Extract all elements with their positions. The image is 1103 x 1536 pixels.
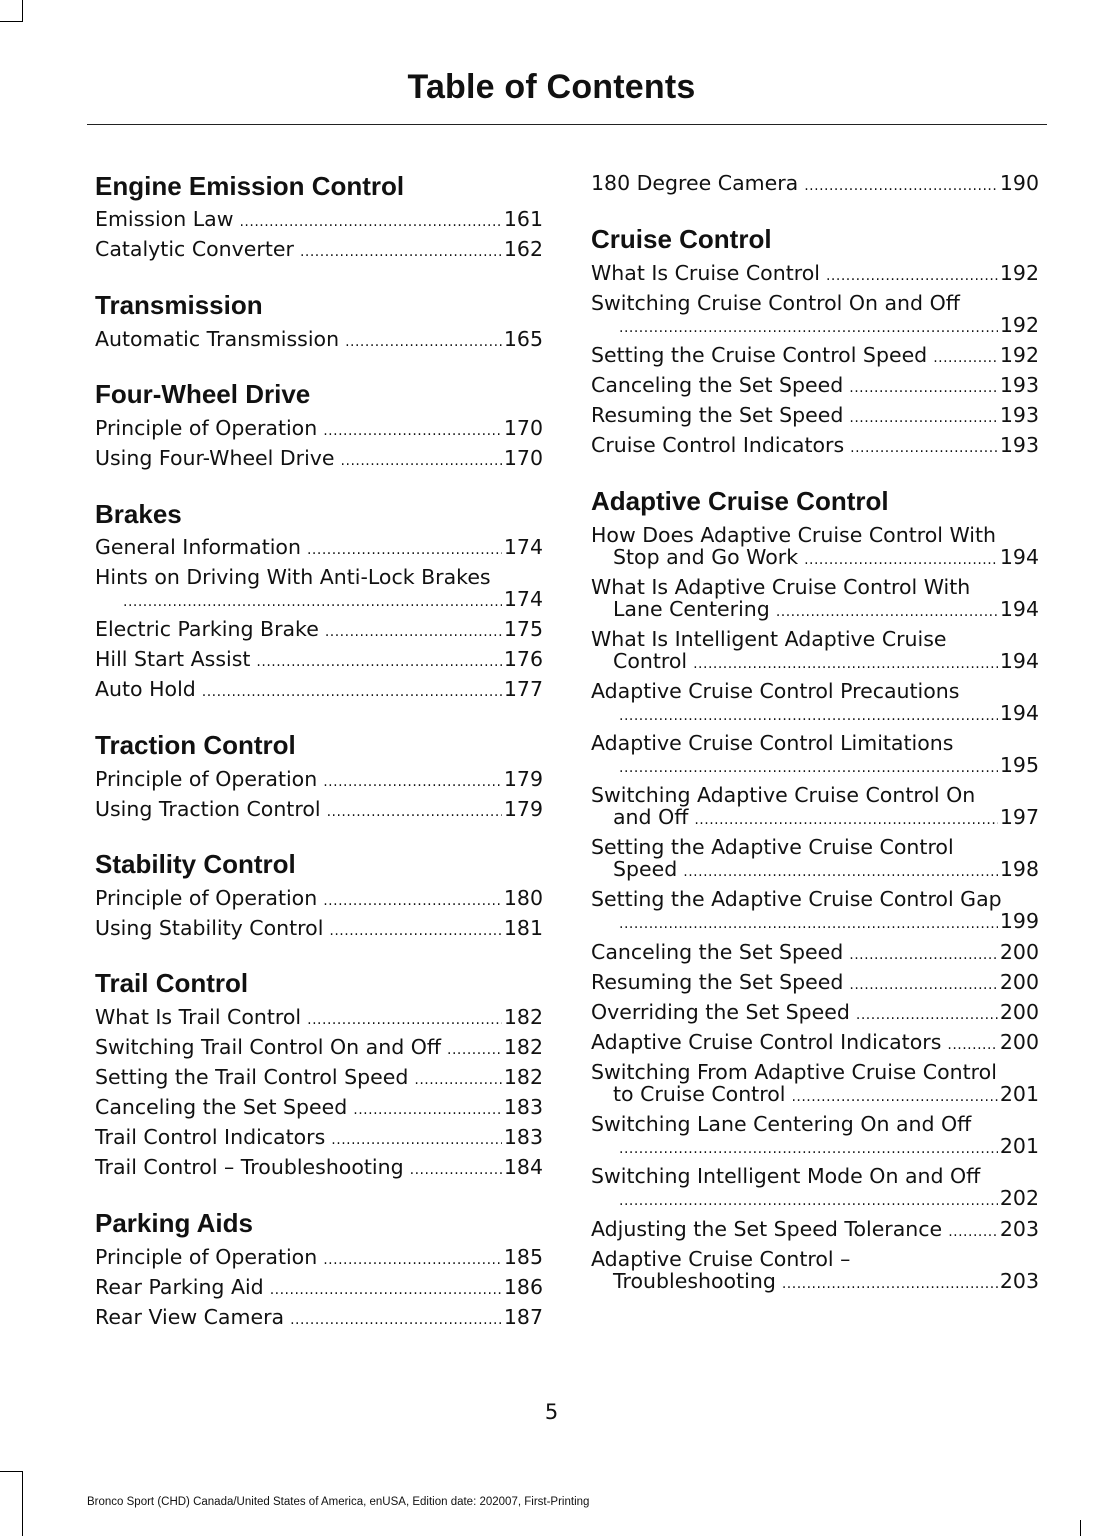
crop-mark [0,21,22,22]
crop-mark [22,1471,23,1536]
section-title-transmission: Transmission [95,290,263,320]
toc-entry[interactable]: Canceling the Set Speed ..... 200 [591,941,1039,966]
toc-entry[interactable]: Switching Cruise Control On and Off ..... 192 [591,292,1039,339]
toc-entry[interactable]: 180 Degree Camera ..... 190 [591,172,1039,197]
toc-entry[interactable]: Adaptive Cruise Control Indicators ..... 200 [591,1031,1039,1056]
section-title-stability-control: Stability Control [95,849,296,879]
toc-entry[interactable]: Adaptive Cruise Control Precautions ..... 194 [591,680,1039,727]
section-title-traction-control: Traction Control [95,730,296,760]
toc-entry[interactable]: Catalytic Converter ..... 162 [95,238,543,263]
toc-entry[interactable]: Setting the Adaptive Cruise Control Speed ..... 198 [591,836,1039,883]
toc-entry[interactable]: How Does Adaptive Cruise Control With Stop and Go Work ..... 194 [591,524,1039,571]
toc-entry[interactable]: Using Traction Control ..... 179 [95,798,543,823]
toc-entry[interactable]: Using Stability Control ..... 181 [95,917,543,942]
section-title-engine-emission: Engine Emission Control [95,171,405,201]
toc-entry[interactable]: Automatic Transmission ..... 165 [95,328,543,353]
toc-entry[interactable]: Principle of Operation ..... 179 [95,768,543,793]
toc-entry[interactable]: Resuming the Set Speed ..... 200 [591,971,1039,996]
toc-entry[interactable]: What Is Trail Control ..... 182 [95,1006,543,1031]
toc-entry[interactable]: Canceling the Set Speed ..... 183 [95,1096,543,1121]
toc-entry[interactable]: Trail Control – Troubleshooting ..... 184 [95,1156,543,1181]
crop-mark [1080,1520,1081,1536]
toc-entry[interactable]: Principle of Operation ..... 185 [95,1246,543,1271]
toc-entry[interactable]: Adaptive Cruise Control Limitations ..... 195 [591,732,1039,779]
toc-entry[interactable]: Switching Intelligent Mode On and Off ..... 202 [591,1165,1039,1212]
toc-entry[interactable]: Using Four-Wheel Drive ..... 170 [95,447,543,472]
toc-entry[interactable]: Trail Control Indicators ..... 183 [95,1126,543,1151]
toc-entry[interactable]: Setting the Trail Control Speed ..... 182 [95,1066,543,1091]
toc-entry[interactable]: Auto Hold ..... 177 [95,678,543,703]
toc-entry[interactable]: What Is Intelligent Adaptive Cruise Control ..... 194 [591,628,1039,675]
toc-entry[interactable]: Switching From Adaptive Cruise Control to Cruise Control ..... 201 [591,1061,1039,1108]
section-title-parking-aids: Parking Aids [95,1208,253,1238]
toc-entry[interactable]: Electric Parking Brake ..... 175 [95,618,543,643]
toc-entry[interactable]: Switching Lane Centering On and Off ..... 201 [591,1113,1039,1160]
toc-entry[interactable]: Resuming the Set Speed ..... 193 [591,404,1039,429]
toc-entry[interactable]: Hints on Driving With Anti-Lock Brakes ..... 174 [95,566,543,613]
toc-entry[interactable]: Adjusting the Set Speed Tolerance ..... 203 [591,1218,1039,1243]
section-title-trail-control: Trail Control [95,968,249,998]
page-number: 5 [544,1400,559,1424]
toc-entry[interactable]: Canceling the Set Speed ..... 193 [591,374,1039,399]
section-title-adaptive-cruise-control: Adaptive Cruise Control [591,486,889,516]
section-title-brakes: Brakes [95,499,182,529]
toc-entry[interactable]: Switching Adaptive Cruise Control On and Off ..... 197 [591,784,1039,831]
toc-entry[interactable]: Hill Start Assist ..... 176 [95,648,543,673]
page-title: Table of Contents [407,68,696,106]
toc-entry[interactable]: Switching Trail Control On and Off ..... 182 [95,1036,543,1061]
toc-entry[interactable]: Rear Parking Aid ..... 186 [95,1276,543,1301]
toc-entry[interactable]: Overriding the Set Speed ..... 200 [591,1001,1039,1026]
toc-entry[interactable]: What Is Adaptive Cruise Control With Lane Centering ..... 194 [591,576,1039,623]
toc-entry[interactable]: Cruise Control Indicators ..... 193 [591,434,1039,459]
crop-mark [0,1471,22,1472]
title-rule [87,124,1047,125]
toc-entry[interactable]: General Information ..... 174 [95,536,543,561]
section-title-four-wheel-drive: Four-Wheel Drive [95,379,311,409]
crop-mark [22,0,23,22]
footer-edition-text: Bronco Sport (CHD) Canada/United States of America, enUSA, Edition date: 202007, First-Printing [87,1496,590,1508]
section-title-cruise-control: Cruise Control [591,224,772,254]
toc-entry[interactable]: Emission Law ..... 161 [95,208,543,233]
toc-entry[interactable]: Setting the Cruise Control Speed ..... 192 [591,344,1039,369]
toc-entry[interactable]: Principle of Operation ..... 180 [95,887,543,912]
toc-entry[interactable]: Rear View Camera ..... 187 [95,1306,543,1331]
toc-entry[interactable]: Principle of Operation ..... 170 [95,417,543,442]
toc-entry[interactable]: What Is Cruise Control ..... 192 [591,262,1039,287]
toc-entry[interactable]: Adaptive Cruise Control – Troubleshooting ..... 203 [591,1248,1039,1295]
toc-entry[interactable]: Setting the Adaptive Cruise Control Gap ..... 199 [591,888,1039,935]
